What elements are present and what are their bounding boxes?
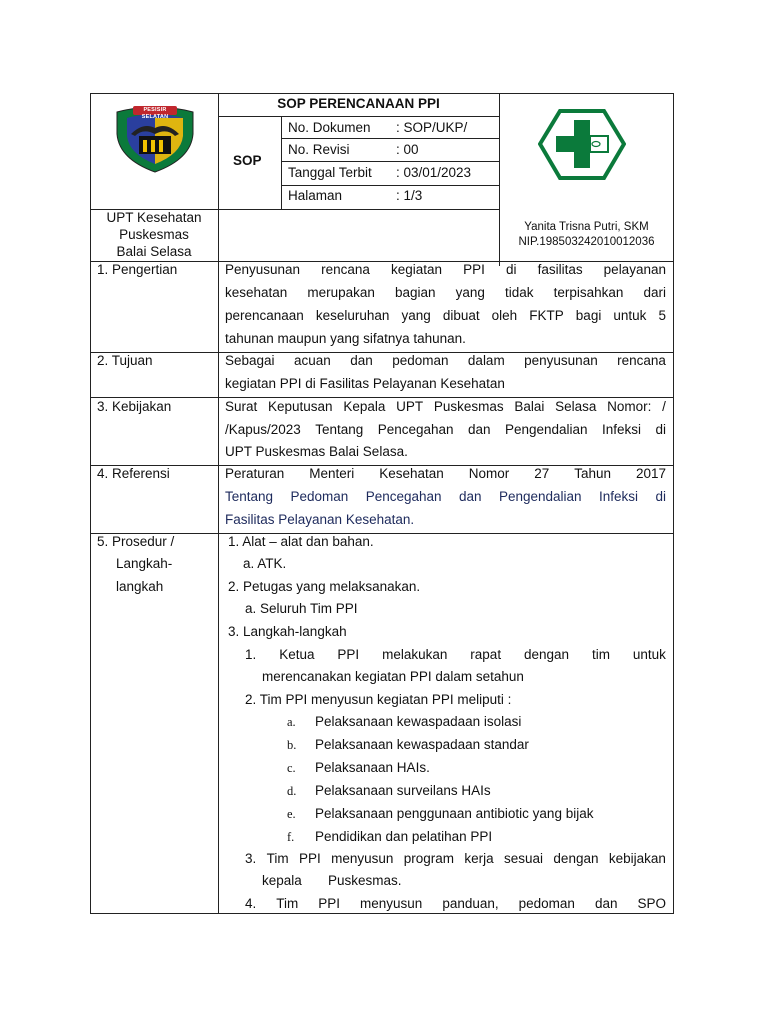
word: 1. [245, 647, 257, 662]
word: penyusunan [524, 353, 598, 368]
word: tidak [505, 285, 534, 300]
step-3-line [245, 848, 666, 871]
word: fasilitas [537, 262, 583, 277]
word: 5 [658, 308, 666, 323]
word: Infeksi [598, 489, 638, 504]
unit-name-line: Puskesmas [119, 227, 189, 242]
step-2-item-text: Pendidikan dan pelatihan PPI [315, 829, 493, 844]
step-2-item-text: Pelaksanaan kewaspadaan isolasi [315, 714, 522, 729]
word: dibuat [442, 308, 480, 323]
unit-name-line: UPT Kesehatan [106, 210, 202, 225]
grid-line [281, 185, 499, 186]
word: Kesehatan [379, 466, 444, 481]
section-label-pengertian: 1. Pengertian [97, 262, 178, 277]
word: PPI [318, 896, 341, 911]
word: 3. [245, 851, 257, 866]
doc-field-label: No. Dokumen [288, 120, 371, 135]
pengertian-line [225, 305, 666, 328]
word: Tentang [315, 422, 364, 437]
word: sesuai [504, 851, 544, 866]
word: 27 [534, 466, 550, 481]
word: Penyusunan [225, 262, 301, 277]
word: menyusun [331, 851, 394, 866]
pengertian-line [225, 282, 666, 305]
section-label-prosedur: Langkah- [116, 556, 173, 571]
pengertian-line: tahunan maupun yang sifatnya tahunan. [225, 331, 466, 346]
step-2-item-letter: d. [287, 784, 297, 798]
word: Pencegahan [377, 422, 454, 437]
word: pedoman [518, 896, 575, 911]
prosedur-petugas: 2. Petugas yang melaksanakan. [228, 579, 421, 594]
word: PPI [463, 262, 485, 277]
word: acuan [293, 353, 331, 368]
tujuan-line [225, 350, 666, 373]
step-2-item-letter: a. [287, 715, 296, 729]
word: 2017 [635, 466, 666, 481]
step-1-line [245, 644, 666, 667]
word: PPI [298, 851, 321, 866]
section-label-prosedur: langkah [116, 579, 164, 594]
doc-field-value: : 00 [396, 142, 419, 157]
word: di [655, 422, 666, 437]
word: rencana [617, 353, 666, 368]
prosedur-alat: 1. Alat – alat dan bahan. [228, 534, 374, 549]
word: Nomor [468, 466, 510, 481]
step-4-line [245, 893, 666, 916]
word: kebijakan [608, 851, 666, 866]
page-title: SOP PERENCANAAN PPI [277, 96, 440, 111]
signer-name: Yanita Trisna Putri, SKM [524, 221, 649, 233]
word: Surat [225, 399, 258, 414]
prosedur-petugas-item: a. Seluruh Tim PPI [245, 601, 358, 616]
doc-field-label: No. Revisi [288, 142, 350, 157]
word: Nomor: [607, 399, 652, 414]
word: dari [643, 285, 666, 300]
regency-logo [113, 104, 197, 174]
prosedur-alat-item: a. ATK. [243, 556, 287, 571]
word: bagian [395, 285, 436, 300]
kebijakan-line: UPT Puskesmas Balai Selasa. [225, 444, 408, 459]
word: Sebagai [225, 353, 275, 368]
doc-field-label: Halaman [288, 188, 343, 203]
signer-nip: NIP.198503242010012036 [518, 236, 655, 248]
grid-line [281, 138, 499, 139]
word: Keputusan [268, 399, 333, 414]
kebijakan-line [225, 419, 666, 442]
word: 4. [245, 896, 257, 911]
doc-field-value: : 03/01/2023 [396, 165, 472, 180]
referensi-line [225, 463, 666, 486]
word: dan [458, 489, 482, 504]
grid-line [281, 116, 282, 209]
word: PPI [337, 647, 360, 662]
word: di [655, 489, 666, 504]
pengertian-line [225, 259, 666, 282]
word: FKTP [529, 308, 564, 323]
word: terpisahkan [553, 285, 624, 300]
word: Kepala [343, 399, 386, 414]
word: perencanaan [225, 308, 304, 323]
word: melakukan [382, 647, 448, 662]
word: Balai [514, 399, 545, 414]
word: kesehatan [225, 285, 288, 300]
word: Menteri [309, 466, 355, 481]
word: untuk [632, 647, 666, 662]
referensi-line [225, 486, 666, 509]
word: menyusun [360, 896, 423, 911]
word: yang [455, 285, 485, 300]
word: dengan [524, 647, 570, 662]
word: Tim [266, 851, 289, 866]
word: Pedoman [290, 489, 349, 504]
word: tim [591, 647, 610, 662]
word: kerja [464, 851, 494, 866]
word: Tim [276, 896, 299, 911]
step-1-line: merencanakan kegiatan PPI dalam setahun [262, 669, 524, 684]
grid-line [218, 116, 499, 117]
prosedur-langkah: 3. Langkah-langkah [228, 624, 347, 639]
referensi-line: Fasilitas Pelayanan Kesehatan. [225, 512, 415, 527]
word: / [662, 399, 666, 414]
word: Pengendalian [498, 489, 582, 504]
word: keseluruhan [315, 308, 390, 323]
step-2-item-letter: c. [287, 761, 296, 775]
step-3-line: kepala Puskesmas. [262, 873, 402, 888]
word: dan [350, 353, 373, 368]
word: panduan, [442, 896, 499, 911]
doc-field-value: : 1/3 [396, 188, 423, 203]
word: kegiatan [391, 262, 443, 277]
word: UPT [396, 399, 424, 414]
step-2-item-text: Pelaksanaan penggunaan antibiotic yang bijak [315, 806, 594, 821]
step-2-item-letter: f. [287, 830, 295, 844]
word: Tentang [225, 489, 274, 504]
tujuan-line: kegiatan PPI di Fasilitas Pelayanan Kesehatan [225, 376, 505, 391]
word: bagi [575, 308, 602, 323]
word: di [505, 262, 517, 277]
word: dan [594, 896, 618, 911]
section-label-kebijakan: 3. Kebijakan [97, 399, 172, 414]
word: dan [468, 422, 491, 437]
section-label-tujuan: 2. Tujuan [97, 353, 153, 368]
step-2: 2. Tim PPI menyusun kegiatan PPI meliputi : [245, 692, 512, 707]
step-2-item-letter: e. [287, 807, 296, 821]
unit-name-line: Balai Selasa [116, 244, 192, 259]
word: Ketua [279, 647, 315, 662]
word: SPO [637, 896, 666, 911]
word: oleh [491, 308, 518, 323]
sop-label: SOP [233, 153, 262, 168]
section-label-referensi: 4. Referensi [97, 466, 170, 481]
logo-banner-text: PESISIR SELATAN [141, 107, 169, 120]
step-2-item-text: Pelaksanaan kewaspadaan standar [315, 737, 529, 752]
word: Peraturan [225, 466, 285, 481]
word: dalam [467, 353, 505, 368]
grid-line [218, 93, 219, 914]
word: Selasa [555, 399, 597, 414]
doc-field-label: Tanggal Terbit [288, 165, 372, 180]
word: rapat [470, 647, 502, 662]
puskesmas-logo [538, 108, 626, 181]
word: Puskesmas [433, 399, 504, 414]
word: Pengendalian [504, 422, 588, 437]
word: program [403, 851, 455, 866]
kebijakan-line [225, 396, 666, 419]
doc-field-value: : SOP/UKP/ [396, 120, 468, 135]
step-2-item-text: Pelaksanaan surveilans HAIs [315, 783, 491, 798]
grid-line [281, 161, 499, 162]
word: /Kapus/2023 [225, 422, 301, 437]
step-2-item-text: Pelaksanaan HAIs. [315, 760, 430, 775]
word: merupakan [307, 285, 375, 300]
word: rencana [321, 262, 370, 277]
step-2-item-letter: b. [287, 738, 297, 752]
word: pelayanan [603, 262, 666, 277]
word: yang [401, 308, 431, 323]
section-label-prosedur: 5. Prosedur / [97, 534, 175, 549]
puskesmas-cross-icon [538, 108, 626, 181]
word: Tahun [574, 466, 611, 481]
word: untuk [613, 308, 647, 323]
grid-line [90, 533, 674, 534]
word: dengan [553, 851, 599, 866]
word: Pencegahan [365, 489, 442, 504]
word: Infeksi [601, 422, 642, 437]
word: pedoman [392, 353, 449, 368]
